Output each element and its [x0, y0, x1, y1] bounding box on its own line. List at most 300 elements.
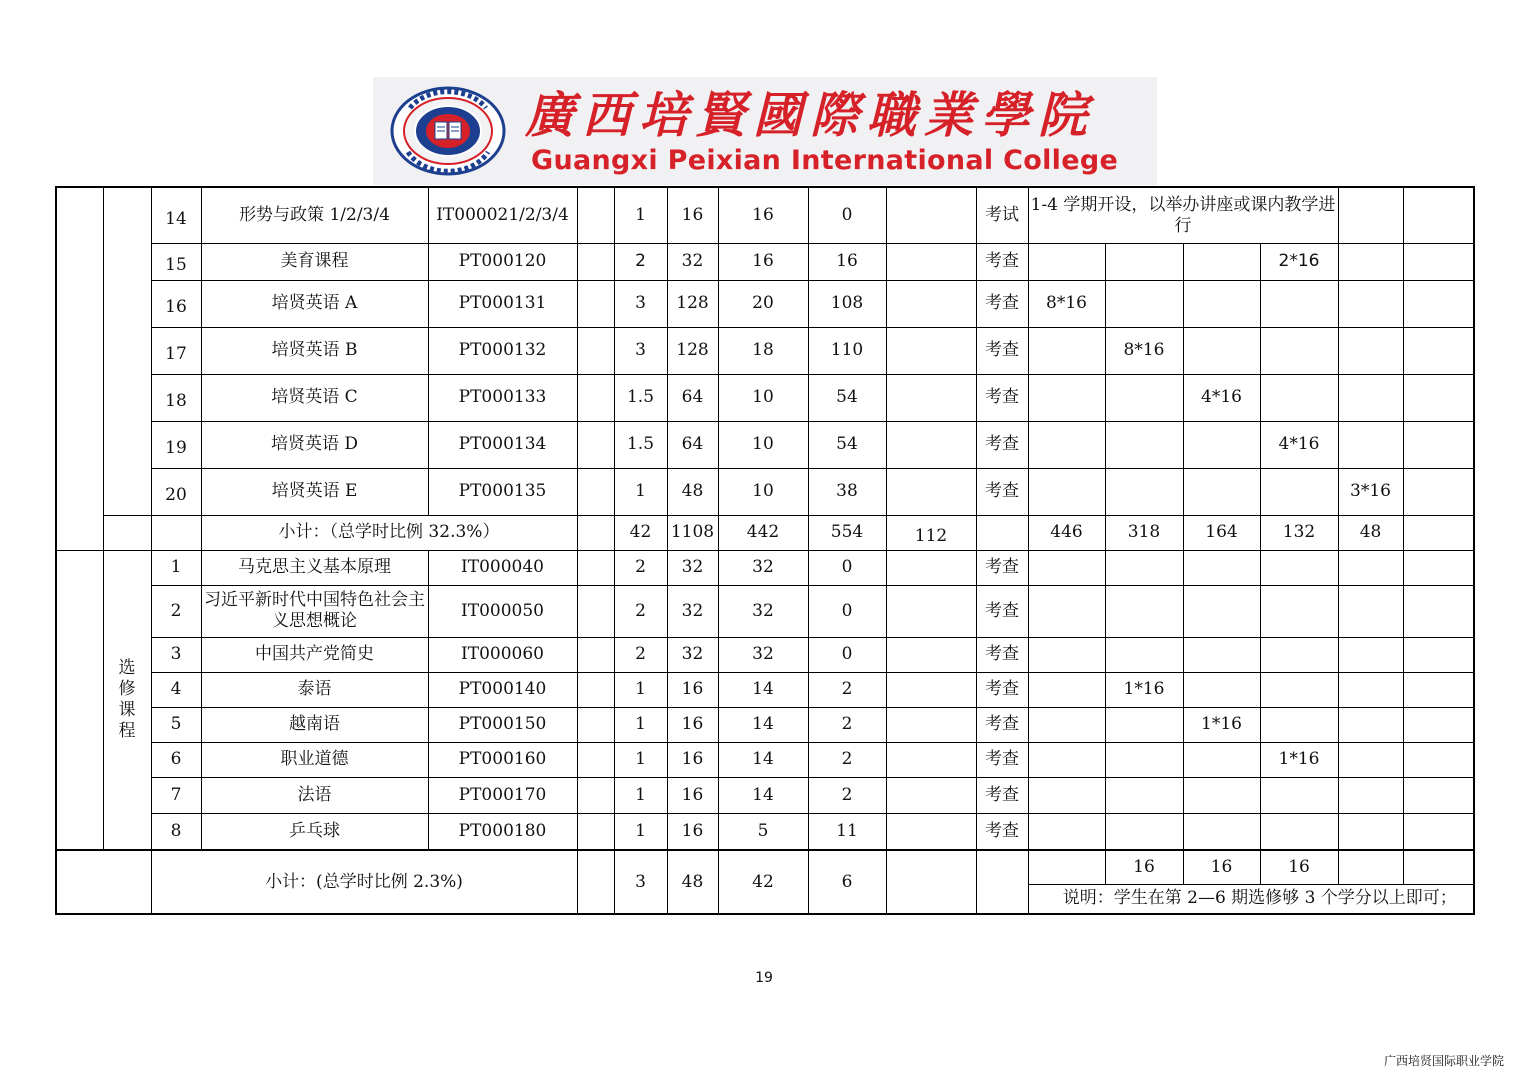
- blank-cell: [886, 550, 976, 585]
- subtotal-semester-3: 164: [1183, 515, 1260, 550]
- semester-1: [1028, 813, 1105, 850]
- semester-1: [1028, 468, 1105, 515]
- blank-cell: [886, 327, 976, 374]
- table-row: [56, 280, 1474, 327]
- blank-cell: [577, 374, 614, 421]
- total-hours: 32: [667, 550, 718, 585]
- semester-6: [1403, 550, 1474, 585]
- subtotal-semester-4: 16: [1260, 850, 1338, 884]
- total-hours: 48: [667, 468, 718, 515]
- blank-cell: [886, 374, 976, 421]
- theory-hours: 10: [718, 421, 808, 468]
- semester-2: [1105, 585, 1183, 637]
- semester-6: [1403, 187, 1474, 243]
- subtotal-theory-hours: 42: [718, 850, 808, 914]
- course-name: 职业道德: [201, 742, 428, 777]
- table-row: [56, 777, 1474, 813]
- semester-note: 1-4 学期开设，以举办讲座或课内教学进行: [1028, 187, 1338, 243]
- blank-cell: [577, 280, 614, 327]
- blank-cell: [577, 550, 614, 585]
- semester-4: 1*16: [1260, 742, 1338, 777]
- credit: 1: [614, 742, 667, 777]
- semester-4: [1260, 374, 1338, 421]
- semester-3: [1183, 243, 1260, 280]
- subtotal-practice-hours: 6: [808, 850, 886, 914]
- semester-6: [1403, 515, 1474, 550]
- credit: 1: [614, 672, 667, 707]
- row-number: 8: [151, 813, 201, 850]
- elective-label-char: 修: [118, 678, 136, 699]
- subtotal-semester-1: 446: [1028, 515, 1105, 550]
- semester-5: 3*16: [1338, 468, 1403, 515]
- credit: 3: [614, 280, 667, 327]
- semester-2: [1105, 813, 1183, 850]
- page-number: 19: [755, 970, 773, 986]
- assessment: 考查: [976, 637, 1028, 672]
- theory-hours: 20: [718, 280, 808, 327]
- category-cell: [56, 550, 103, 850]
- practice-hours: 0: [808, 550, 886, 585]
- semester-3: 1*16: [1183, 707, 1260, 742]
- assessment: 考查: [976, 243, 1028, 280]
- total-hours: 32: [667, 637, 718, 672]
- semester-5: [1338, 672, 1403, 707]
- credit: 2: [614, 550, 667, 585]
- total-hours: 16: [667, 777, 718, 813]
- total-hours: 16: [667, 707, 718, 742]
- blank-cell: [577, 585, 614, 637]
- blank-cell: [886, 707, 976, 742]
- subtotal-theory-hours: 442: [718, 515, 808, 550]
- assessment: 考查: [976, 468, 1028, 515]
- assessment: 考查: [976, 421, 1028, 468]
- total-hours: 64: [667, 374, 718, 421]
- semester-6: [1403, 468, 1474, 515]
- blank-cell: [886, 637, 976, 672]
- semester-1: 8*16: [1028, 280, 1105, 327]
- course-code: IT000060: [428, 637, 577, 672]
- semester-6: [1403, 850, 1474, 884]
- semester-6: [1403, 637, 1474, 672]
- subtotal-total-hours: 1108: [667, 515, 718, 550]
- semester-2: [1105, 777, 1183, 813]
- course-name: 中国共产党简史: [201, 637, 428, 672]
- practice-hours: 54: [808, 421, 886, 468]
- credit: 1: [614, 187, 667, 243]
- category-cell: [56, 187, 103, 550]
- semester-5: [1338, 707, 1403, 742]
- blank-cell: [56, 850, 151, 914]
- semester-1: [1028, 850, 1105, 884]
- semester-1: [1028, 672, 1105, 707]
- practice-hours: 38: [808, 468, 886, 515]
- course-code: PT000131: [428, 280, 577, 327]
- semester-2: [1105, 550, 1183, 585]
- semester-4: 4*16: [1260, 421, 1338, 468]
- semester-3: [1183, 637, 1260, 672]
- semester-1: [1028, 777, 1105, 813]
- course-code: IT000040: [428, 550, 577, 585]
- assessment: 考查: [976, 777, 1028, 813]
- semester-1: [1028, 243, 1105, 280]
- college-name-chinese: 廣西培賢國際職業學院: [525, 86, 1096, 144]
- semester-3: [1183, 468, 1260, 515]
- theory-hours: 10: [718, 468, 808, 515]
- course-name: 形势与政策 1/2/3/4: [201, 187, 428, 243]
- course-code: PT000160: [428, 742, 577, 777]
- semester-4: [1260, 550, 1338, 585]
- blank-cell: [886, 585, 976, 637]
- blank-cell: [886, 742, 976, 777]
- assessment: 考查: [976, 374, 1028, 421]
- semester-5: [1338, 637, 1403, 672]
- course-code: IT000050: [428, 585, 577, 637]
- blank-cell: [886, 280, 976, 327]
- subtotal-credit: 42: [614, 515, 667, 550]
- course-name: 法语: [201, 777, 428, 813]
- semester-4: [1260, 777, 1338, 813]
- semester-5: [1338, 187, 1403, 243]
- blank-cell: [976, 515, 1028, 550]
- theory-hours: 16: [718, 187, 808, 243]
- semester-4: [1260, 468, 1338, 515]
- row-number: 3: [151, 637, 201, 672]
- semester-5: [1338, 777, 1403, 813]
- semester-2: [1105, 374, 1183, 421]
- theory-hours: 14: [718, 707, 808, 742]
- subtotal-credit: 3: [614, 850, 667, 914]
- semester-5: [1338, 280, 1403, 327]
- semester-4: [1260, 637, 1338, 672]
- total-hours: 32: [667, 585, 718, 637]
- subtotal-row: [56, 850, 1474, 884]
- semester-5: [1338, 585, 1403, 637]
- footer-college-name: 广西培贤国际职业学院: [1383, 1054, 1504, 1068]
- semester-1: [1028, 585, 1105, 637]
- assessment: 考查: [976, 742, 1028, 777]
- total-hours: 128: [667, 280, 718, 327]
- assessment: 考查: [976, 550, 1028, 585]
- semester-2: [1105, 707, 1183, 742]
- semester-6: [1403, 374, 1474, 421]
- practice-hours: 2: [808, 707, 886, 742]
- semester-6: [1403, 243, 1474, 280]
- semester-1: [1028, 637, 1105, 672]
- semester-2: [1105, 742, 1183, 777]
- semester-5: [1338, 850, 1403, 884]
- practice-hours: 0: [808, 637, 886, 672]
- semester-6: [1403, 327, 1474, 374]
- total-hours: 16: [667, 187, 718, 243]
- subtotal-practice-hours: 554: [808, 515, 886, 550]
- subtotal-semester-5: 48: [1338, 515, 1403, 550]
- course-name: 培贤英语 A: [201, 280, 428, 327]
- semester-2: [1105, 280, 1183, 327]
- course-name: 培贤英语 B: [201, 327, 428, 374]
- practice-hours: 16: [808, 243, 886, 280]
- semester-6: [1403, 777, 1474, 813]
- blank-cell: [886, 468, 976, 515]
- semester-4: [1260, 707, 1338, 742]
- curriculum-table: [55, 186, 1475, 915]
- course-code: PT000133: [428, 374, 577, 421]
- practice-hours: 110: [808, 327, 886, 374]
- semester-6: [1403, 585, 1474, 637]
- course-code: PT000132: [428, 327, 577, 374]
- practice-hours: 108: [808, 280, 886, 327]
- table-row: [56, 742, 1474, 777]
- credit: 2: [614, 585, 667, 637]
- semester-3: [1183, 327, 1260, 374]
- semester-6: [1403, 672, 1474, 707]
- blank-cell: [886, 421, 976, 468]
- blank-cell: [151, 515, 201, 550]
- blank-cell: [577, 742, 614, 777]
- subcategory-cell: [103, 187, 151, 515]
- course-name: 培贤英语 E: [201, 468, 428, 515]
- semester-3: [1183, 585, 1260, 637]
- semester-6: [1403, 707, 1474, 742]
- semester-3: [1183, 742, 1260, 777]
- blank-cell: [577, 515, 614, 550]
- assessment: 考试: [976, 187, 1028, 243]
- blank-cell: [577, 813, 614, 850]
- elective-note: 说明：学生在第 2—6 期选修够 3 个学分以上即可；: [1028, 884, 1474, 914]
- blank-cell: [577, 777, 614, 813]
- theory-hours: 5: [718, 813, 808, 850]
- semester-3: [1183, 550, 1260, 585]
- total-hours: 16: [667, 672, 718, 707]
- credit: 1: [614, 813, 667, 850]
- blank-cell: [886, 243, 976, 280]
- elective-label-char: 课: [118, 699, 136, 720]
- blank-cell: [103, 515, 151, 550]
- total-hours: 16: [667, 813, 718, 850]
- subtotal-semester-3: 16: [1183, 850, 1260, 884]
- subtotal-row: [56, 515, 1474, 550]
- practice-hours: 11: [808, 813, 886, 850]
- subtotal-semester-2: 318: [1105, 515, 1183, 550]
- practice-hours: 2: [808, 777, 886, 813]
- course-code: PT000120: [428, 243, 577, 280]
- row-number: 19: [151, 421, 201, 468]
- assessment: 考查: [976, 707, 1028, 742]
- course-code: PT000150: [428, 707, 577, 742]
- row-number: 2: [151, 585, 201, 637]
- row-number: 18: [151, 374, 201, 421]
- total-hours: 64: [667, 421, 718, 468]
- subtotal-total-hours: 48: [667, 850, 718, 914]
- row-number: 17: [151, 327, 201, 374]
- elective-label-char: 程: [118, 720, 136, 741]
- subtotal-semester-4: 132: [1260, 515, 1338, 550]
- semester-5: [1338, 421, 1403, 468]
- blank-cell: [886, 672, 976, 707]
- course-name: 培贤英语 C: [201, 374, 428, 421]
- credit: 1: [614, 777, 667, 813]
- semester-2: [1105, 421, 1183, 468]
- semester-2: 1*16: [1105, 672, 1183, 707]
- practice-hours: 2: [808, 742, 886, 777]
- assessment: 考查: [976, 280, 1028, 327]
- blank-cell: [886, 850, 976, 914]
- table-row: [56, 550, 1474, 585]
- semester-4: [1260, 585, 1338, 637]
- semester-6: [1403, 813, 1474, 850]
- college-seal-logo: [390, 86, 506, 176]
- theory-hours: 14: [718, 672, 808, 707]
- semester-1: [1028, 707, 1105, 742]
- course-name: 乒乓球: [201, 813, 428, 850]
- table-row: [56, 468, 1474, 515]
- credit: 1.5: [614, 374, 667, 421]
- course-name: 习近平新时代中国特色社会主义思想概论: [201, 585, 428, 637]
- credit: 1: [614, 707, 667, 742]
- semester-4: [1260, 327, 1338, 374]
- table-row: [56, 374, 1474, 421]
- semester-2: [1105, 243, 1183, 280]
- table-row: [56, 327, 1474, 374]
- practice-hours: 0: [808, 585, 886, 637]
- semester-5: [1338, 742, 1403, 777]
- blank-cell: [577, 707, 614, 742]
- blank-cell: [886, 813, 976, 850]
- theory-hours: 32: [718, 585, 808, 637]
- elective-category-label: [103, 550, 151, 850]
- credit: 1.5: [614, 421, 667, 468]
- semester-5: [1338, 327, 1403, 374]
- assessment: 考查: [976, 327, 1028, 374]
- total-hours: 32: [667, 243, 718, 280]
- semester-3: [1183, 421, 1260, 468]
- table-row: [56, 672, 1474, 707]
- practice-hours: 2: [808, 672, 886, 707]
- theory-hours: 32: [718, 637, 808, 672]
- course-code: PT000140: [428, 672, 577, 707]
- semester-5: [1338, 813, 1403, 850]
- table-row: [56, 243, 1474, 280]
- row-number: 4: [151, 672, 201, 707]
- row-number: 1: [151, 550, 201, 585]
- course-code: IT000021/2/3/4: [428, 187, 577, 243]
- theory-hours: 16: [718, 243, 808, 280]
- subtotal-extra-hours: 112: [886, 515, 976, 550]
- assessment: 考查: [976, 813, 1028, 850]
- credit: 3: [614, 327, 667, 374]
- semester-2: 8*16: [1105, 327, 1183, 374]
- semester-1: [1028, 374, 1105, 421]
- row-number: 6: [151, 742, 201, 777]
- course-code: PT000135: [428, 468, 577, 515]
- practice-hours: 0: [808, 187, 886, 243]
- assessment: 考查: [976, 585, 1028, 637]
- blank-cell: [886, 187, 976, 243]
- course-name: 美育课程: [201, 243, 428, 280]
- blank-cell: [577, 468, 614, 515]
- credit: 2: [614, 637, 667, 672]
- course-code: PT000134: [428, 421, 577, 468]
- table-row: [56, 421, 1474, 468]
- semester-4: 2*16: [1260, 243, 1338, 280]
- row-number: 14: [151, 187, 201, 243]
- course-name: 越南语: [201, 707, 428, 742]
- theory-hours: 18: [718, 327, 808, 374]
- semester-3: [1183, 777, 1260, 813]
- course-name: 马克思主义基本原理: [201, 550, 428, 585]
- row-number: 5: [151, 707, 201, 742]
- subtotal-label: 小计：(总学时比例 2.3%): [151, 850, 577, 914]
- semester-3: [1183, 813, 1260, 850]
- course-code: PT000180: [428, 813, 577, 850]
- subtotal-label: 小计：（总学时比例 32.3%）: [201, 515, 577, 550]
- table-row: [56, 187, 1474, 243]
- blank-cell: [577, 243, 614, 280]
- semester-3: [1183, 672, 1260, 707]
- blank-cell: [886, 777, 976, 813]
- course-name: 培贤英语 D: [201, 421, 428, 468]
- semester-5: [1338, 243, 1403, 280]
- assessment: 考查: [976, 672, 1028, 707]
- college-banner: [373, 77, 1157, 185]
- semester-1: [1028, 327, 1105, 374]
- semester-4: [1260, 813, 1338, 850]
- blank-cell: [577, 637, 614, 672]
- semester-3: [1183, 280, 1260, 327]
- course-name: 泰语: [201, 672, 428, 707]
- college-name-english: Guangxi Peixian International College: [531, 145, 1119, 176]
- semester-5: [1338, 550, 1403, 585]
- theory-hours: 32: [718, 550, 808, 585]
- practice-hours: 54: [808, 374, 886, 421]
- credit: 1: [614, 468, 667, 515]
- table-row: [56, 707, 1474, 742]
- theory-hours: 14: [718, 777, 808, 813]
- credit: 2: [614, 243, 667, 280]
- blank-cell: [976, 850, 1028, 914]
- semester-6: [1403, 421, 1474, 468]
- semester-2: [1105, 637, 1183, 672]
- semester-1: [1028, 742, 1105, 777]
- table-row: [56, 585, 1474, 637]
- blank-cell: [577, 187, 614, 243]
- blank-cell: [577, 327, 614, 374]
- row-number: 16: [151, 280, 201, 327]
- semester-6: [1403, 742, 1474, 777]
- semester-1: [1028, 550, 1105, 585]
- row-number: 7: [151, 777, 201, 813]
- table-row: [56, 637, 1474, 672]
- blank-cell: [577, 421, 614, 468]
- semester-4: [1260, 280, 1338, 327]
- semester-3: 4*16: [1183, 374, 1260, 421]
- semester-2: [1105, 468, 1183, 515]
- row-number: 15: [151, 243, 201, 280]
- table-row: [56, 813, 1474, 850]
- row-number: 20: [151, 468, 201, 515]
- semester-6: [1403, 280, 1474, 327]
- blank-cell: [577, 850, 614, 914]
- course-code: PT000170: [428, 777, 577, 813]
- subtotal-semester-2: 16: [1105, 850, 1183, 884]
- semester-1: [1028, 421, 1105, 468]
- total-hours: 16: [667, 742, 718, 777]
- theory-hours: 14: [718, 742, 808, 777]
- elective-label-char: 选: [118, 657, 136, 678]
- total-hours: 128: [667, 327, 718, 374]
- theory-hours: 10: [718, 374, 808, 421]
- semester-4: [1260, 672, 1338, 707]
- blank-cell: [577, 672, 614, 707]
